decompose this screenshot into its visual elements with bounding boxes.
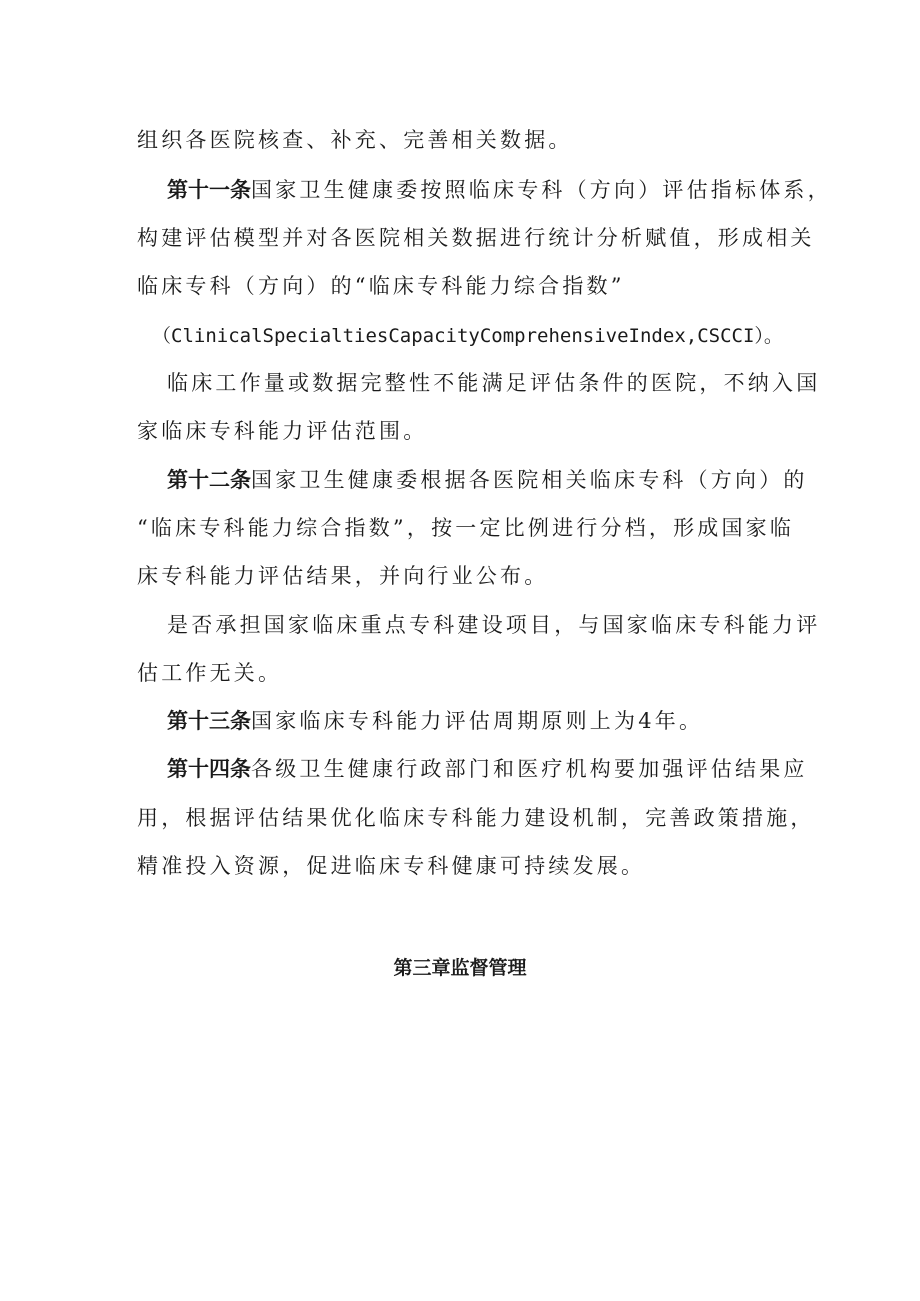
body-text: 是否承担国家临床重点专科建设项目，与国家临床专科能力评 [167, 613, 821, 637]
article-12-heading: 第十二条 [167, 468, 251, 492]
article-11-line-3 [0, 264, 920, 308]
paragraph-line [0, 651, 920, 695]
body-text: 临床工作量或数据完整性不能满足评估条件的医院，不纳入国 [167, 371, 821, 395]
article-11-line-1 [0, 168, 920, 212]
article-12-line-3 [0, 554, 920, 598]
paragraph-line [0, 118, 920, 162]
article-14-line-1 [0, 747, 920, 791]
body-text: 国家卫生健康委根据各医院相关临床专科（方向）的 [251, 468, 808, 492]
paragraph-line [0, 603, 920, 647]
article-12-line-2 [0, 506, 920, 550]
article-11-line-2 [0, 216, 920, 260]
index-name-text: （ClinicalSpecialtiesCapacityComprehensiveIndex,CSCCI）。 [152, 325, 783, 347]
body-text: 家临床专科能力评估范围。 [137, 419, 428, 443]
article-12-line-1 [0, 458, 920, 502]
article-14-line-2 [0, 796, 920, 840]
body-text: 构建评估模型并对各医院相关数据进行统计分析赋值，形成相关 [137, 226, 815, 250]
body-text: 各级卫生健康行政部门和医疗机构要加强评估结果应 [251, 757, 808, 781]
body-text: 估工作无关。 [137, 661, 283, 685]
article-11-heading: 第十一条 [167, 178, 251, 202]
body-text: 组织各医院核查、补充、完善相关数据。 [137, 128, 573, 152]
article-13-line-1 [0, 699, 920, 743]
body-text: 国家卫生健康委按照临床专科（方向）评估指标体系， [251, 178, 832, 202]
chapter-title: 第三章监督管理 [393, 957, 527, 979]
paragraph-line [0, 409, 920, 453]
article-14-heading: 第十四条 [167, 757, 251, 781]
paragraph-line [0, 361, 920, 405]
article-13-heading: 第十三条 [167, 709, 251, 733]
body-text: 临床专科（方向）的“临床专科能力综合指数” [137, 274, 625, 298]
body-text: “临床专科能力综合指数”，按一定比例进行分档，形成国家临 [137, 516, 795, 540]
article-14-line-3 [0, 844, 920, 888]
body-text: 用，根据评估结果优化临床专科能力建设机制，完善政策措施， [137, 806, 815, 830]
body-text: 床专科能力评估结果，并向行业公布。 [137, 564, 549, 588]
article-11-line-4 [0, 313, 920, 357]
body-text: 国家临床专科能力评估周期原则上为4年。 [251, 709, 704, 733]
body-text: 精准投入资源，促进临床专科健康可持续发展。 [137, 854, 646, 878]
